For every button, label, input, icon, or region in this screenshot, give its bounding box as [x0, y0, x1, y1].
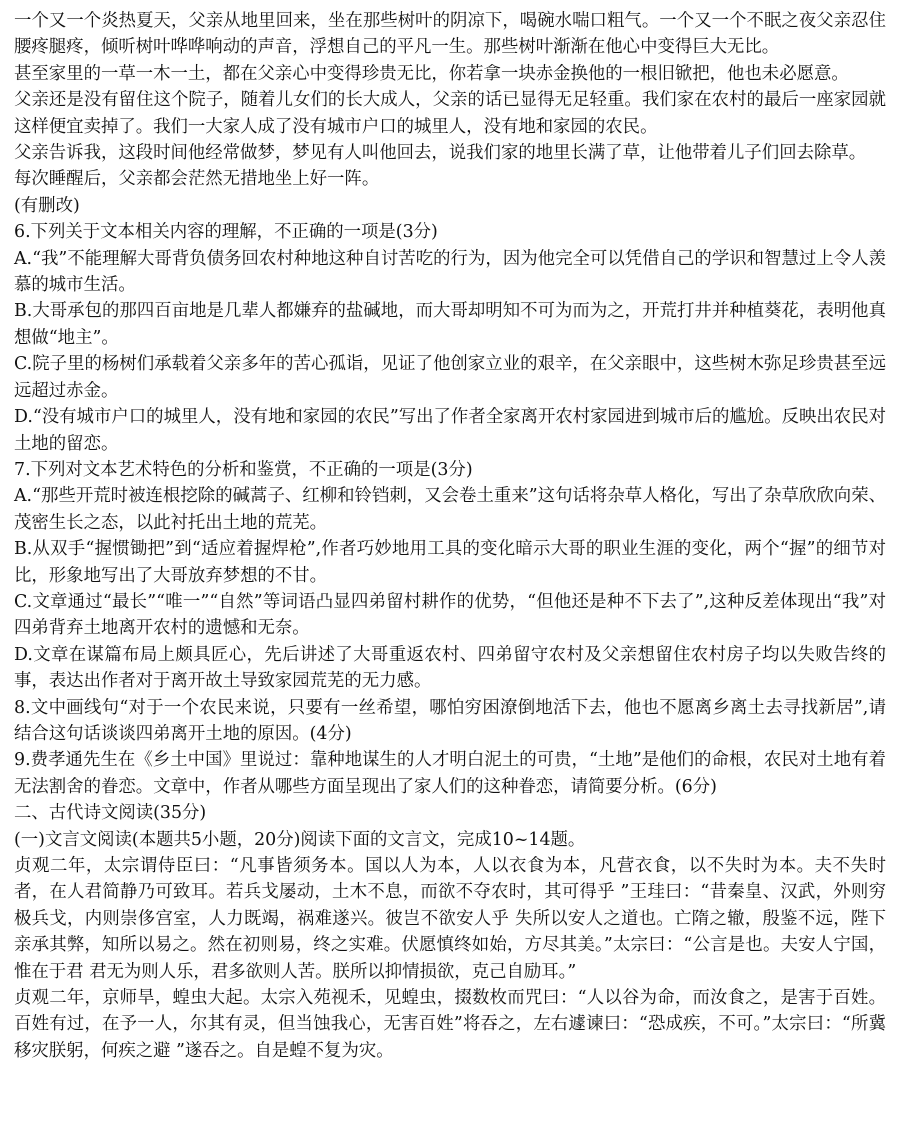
option-7b: B.从双手“握惯锄把”到“适应着握焊枪”,作者巧妙地用工具的变化暗示大哥的职业生涯的变化，两个“握”的细节对比，形象地写出了大哥放弃梦想的不甘。 [14, 539, 886, 586]
question-9: 9.费孝通先生在《乡土中国》里说过：靠种地谋生的人才明白泥土的可贵，“土地”是他们的命根，农民对土地有着无法割舍的眷恋。文章中，作者从哪些方面呈现出了家人们的这种眷恋，请简要分析。(6分) [14, 750, 886, 797]
text-paragraph: 每次睡醒后，父亲都会茫然无措地坐上好一阵。 [14, 169, 380, 190]
option-7d: D.文章在谋篇布局上颇具匠心，先后讲述了大哥重返农村、四弟留守农村及父亲想留住农村房子均以失败告终的事，表达出作者对于离开故土导致家园荒芜的无力感。 [14, 644, 886, 692]
option-6a: A.“我”不能理解大哥背负债务回农村种地这种自讨苦吃的行为，因为他完全可以凭借自己的学识和智慧过上令人羡慕的城市生活。 [14, 248, 886, 296]
question-6: 6.下列关于文本相关内容的理解，不正确的一项是(3分) [14, 222, 438, 243]
question-7: 7.下列对文本艺术特色的分析和鉴赏，不正确的一项是(3分) [14, 459, 473, 480]
text-paragraph: 父亲还是没有留住这个院子，随着儿女们的长大成人，父亲的话已显得无足轻重。我们家在农村的最后一座家园就这样便宜卖掉了。我们一大家人成了没有城市户口的城里人，没有地和家园的农民。 [14, 90, 886, 137]
classical-passage: 贞观二年，太宗谓侍臣曰：“凡事皆须务本。国以人为本，人以衣食为本，凡营衣食，以不失时为本。夫不失时者，在人君简静乃可致耳。若兵戈屡动，土木不息，而欲不夺农时，其可得乎 ”王珪曰：“昔秦皇、汉武，外则穷极兵戈，内则崇侈宫室，人力既竭，祸难遂兴。彼岂不欲安人乎 失所以安人之道也。亡隋之辙，殷鉴不远，陛下亲承其弊，知所以易之。然在初则易，终之实难。伏愿慎终如始，方尽其美。”太宗曰：“公言是也。夫安人宁国，惟在于君 君无为则人乐，君多欲则人苦。朕所以抑情损欲，克己自励耳。” [14, 856, 886, 982]
option-7a: A.“那些开荒时被连根挖除的碱蒿子、红柳和铃铛刺，又会卷土重来”这句话将杂草人格化，写出了杂草欣欣向荣、茂密生长之态，以此衬托出土地的荒芜。 [14, 486, 886, 533]
question-8: 8.文中画线句“对于一个农民来说，只要有一丝希望，哪怕穷困潦倒地活下去，他也不愿离乡离土去寻找新居”,请结合这句话谈谈四弟离开土地的原因。(4分) [14, 697, 886, 744]
classical-passage: 贞观二年，京师旱，蝗虫大起。太宗入苑视禾，见蝗虫，掇数枚而咒曰：“人以谷为命，而汝食之，是害于百姓。百姓有过，在予一人，尔其有灵，但当蚀我心，无害百姓”将吞之，左右遽谏曰：“恐成疾，不可。”太宗曰：“所冀移灾朕躬，何疾之避 ”遂吞之。自是蝗不复为灾。 [14, 988, 886, 1061]
text-paragraph: 甚至家里的一草一木一土，都在父亲心中变得珍贵无比，你若拿一块赤金换他的一根旧锨把，他也未必愿意。 [14, 63, 849, 84]
option-6b: B.大哥承包的那四百亩地是几辈人都嫌弃的盐碱地，而大哥却明知不可为而为之，开荒打井并种植葵花，表明他真想做“地主”。 [14, 301, 886, 348]
option-7c: C.文章通过“最长”“唯一”“自然”等词语凸显四弟留村耕作的优势，“但他还是种不下去了”,这种反差体现出“我”对四弟背弃土地离开农村的遗憾和无奈。 [14, 591, 886, 639]
text-paragraph: 父亲告诉我，这段时间他经常做梦，梦见有人叫他回去，说我们家的地里长满了草，让他带着儿子们回去除草。 [14, 143, 867, 164]
subsection-heading: (一)文言文阅读(本题共5小题，20分)阅读下面的文言文，完成10~14题。 [14, 829, 586, 850]
text-paragraph: 一个又一个炎热夏天，父亲从地里回来，坐在那些树叶的阴凉下，喝碗水喘口粗气。一个又一个不眠之夜父亲忍住腰疼腿疼，倾听树叶哗哗响动的声音，浮想自己的平凡一生。那些树叶渐渐在他心中变得巨大无比。 [14, 11, 886, 58]
option-6c: C.院子里的杨树们承载着父亲多年的苦心孤诣，见证了他创家立业的艰辛，在父亲眼中，这些树木弥足珍贵甚至远远超过赤金。 [14, 354, 886, 401]
section-heading: 二、古代诗文阅读(35分) [14, 803, 207, 824]
source-note: (有删改) [14, 195, 80, 216]
option-6d: D.“没有城市户口的城里人，没有地和家园的农民”写出了作者全家离开农村家园进到城市后的尴尬。反映出农民对土地的留恋。 [14, 407, 886, 454]
